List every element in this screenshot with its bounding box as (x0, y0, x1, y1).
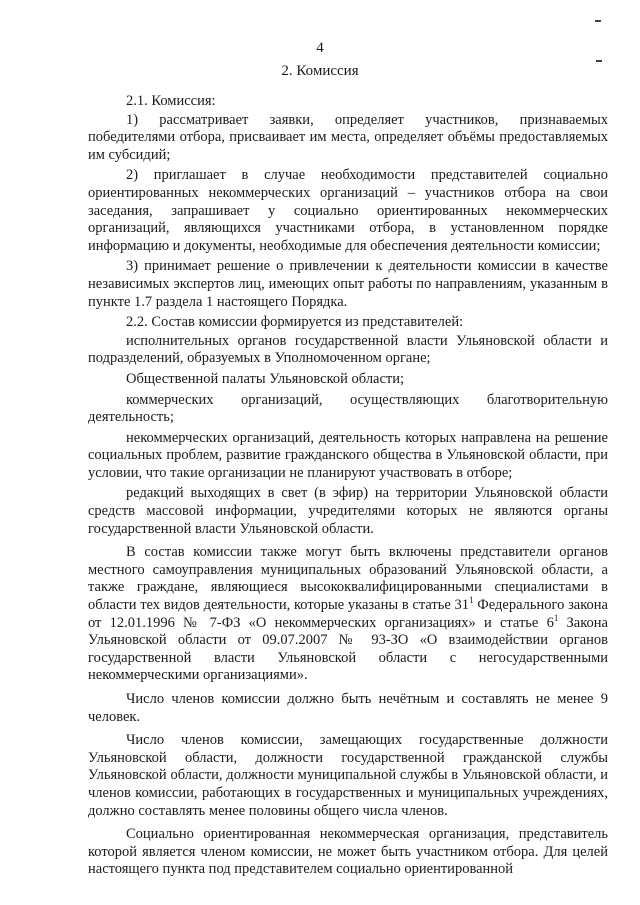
paragraph-additional-members (88, 544, 608, 685)
paragraph-2-1: 2.1. Комиссия: (126, 93, 216, 109)
paragraph-conflict-of-interest: Социально ориентированная некоммерческая организация, представитель которой является членом комиссии, не может быть участником отбора. Для целей настоящего пункта под представителем социально ориентированной (88, 826, 608, 878)
paragraph-item-1: 1) рассматривает заявки, определяет участников, признаваемых победителями отбора, присваивает им места, определяет объёмы предоставляемых им субсидий; (88, 111, 608, 163)
paragraph-executive-bodies: исполнительных органов государственной власти Ульяновской области и подразделений, образуемых в Уполномоченном органе; (88, 332, 608, 367)
scan-mark (596, 60, 602, 62)
paragraph-2-2: 2.2. Состав комиссии формируется из представителей: (126, 314, 464, 331)
paragraph-nonprofit-orgs: некоммерческих организаций, деятельность которых направлена на решение социальных проблем, развитие гражданского общества в Ульяновской области, при условии, что такие организации не планируют участвовать в отборе; (88, 429, 608, 481)
paragraph-item-2: 2) приглашает в случае необходимости представителей социально ориентированных некоммерческих организаций – участников отбора на свои заседания, запрашивает у социально ориентированных некоммерческих организаций, являющихся участниками отбора, в установленном порядке информацию и документы, необходимые для обеспечения деятельности комиссии; (88, 167, 608, 254)
paragraph-item-3: 3) принимает решение о привлечении к деятельности комиссии в качестве независимых экспертов лиц, имеющих опыт работы по направлениям, указанным в пункте 1.7 раздела 1 настоящего Порядка. (88, 258, 608, 310)
scan-mark (595, 20, 601, 22)
superscript: 1 (553, 612, 559, 623)
paragraph-state-officials: Число членов комиссии, замещающих государственные должности Ульяновской области, должности государственной гражданской службы Ульяновской области, должности муниципальной службы в Ульяновской области, и членов комиссии, работающих в государственных и муниципальных учреждениях, должно составлять менее половины общего числа членов. (88, 732, 608, 819)
section-title: 2. Комиссия (281, 63, 359, 79)
page-number: 4 (316, 40, 324, 56)
document-body (88, 93, 608, 882)
paragraph-additional-members-part-2: Федерального закона от 12.01.1996 № 7-ФЗ «О некоммерческих организациях» и статье 6 (88, 597, 608, 631)
paragraph-media: редакций выходящих в свет (в эфир) на территории Ульяновской области средств массовой информации, учредителями которых не являются органы государственной власти Ульяновской области. (88, 485, 608, 537)
paragraph-member-count: Число членов комиссии должно быть нечётным и составлять не менее 9 человек. (88, 691, 608, 725)
paragraph-commercial-orgs: коммерческих организаций, осуществляющих благотворительную деятельность; (88, 391, 608, 426)
paragraph-additional-members-part-1: В состав комиссии также могут быть включены представители органов местного самоуправления муниципальных образований Ульяновской области, а также граждане, являющиеся высококвалифицированными специалистами в области тех видов деятельности, которые указаны в статье 31 (88, 544, 608, 614)
paragraph-additional-members-part-3: Закона Ульяновской области от 09.07.2007 № 93-ЗО «О взаимодействии органов государственной власти Ульяновской области с негосударственными некоммерческими организациями». (88, 614, 608, 684)
superscript: 1 (469, 595, 474, 606)
paragraph-public-chamber: Общественной палаты Ульяновской области; (126, 370, 405, 387)
